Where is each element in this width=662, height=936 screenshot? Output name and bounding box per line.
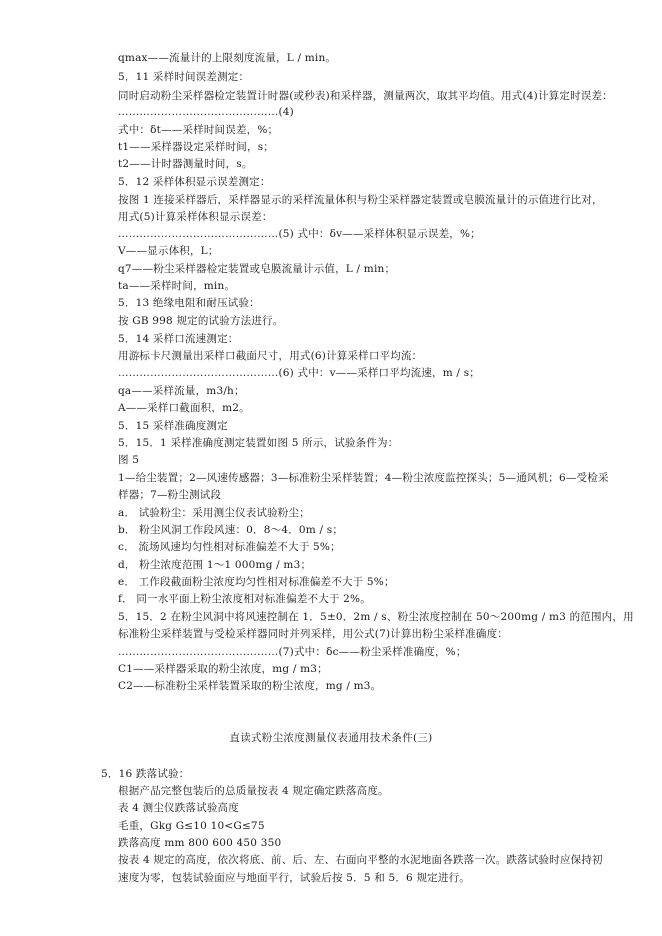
text-line: c． 流场风速均匀性相对标准偏差不大于 5%； <box>118 541 341 553</box>
text-line: 按 GB 998 规定的试验方法进行。 <box>118 315 284 327</box>
text-line: 1—给尘装置；2—风速传感器；3—标准粉尘采样装置；4—粉尘浓度监控探头；5—通风机；6—受检采 <box>118 472 609 484</box>
text-line: ………………………………………(7)式中：δc——粉尘采样准确度，%； <box>118 646 467 658</box>
text-line: q7——粉尘采样器检定装置或皂膜流量计示值，L / min； <box>118 263 396 275</box>
text-line: t2——计时器测量时间，s。 <box>118 158 253 170</box>
text-line: a． 试验粉尘：采用测尘仪表试验粉尘； <box>118 507 310 519</box>
text-line: 同时启动粉尘采样器检定装置计时器(或秒表)和采样器，测量两次，取其平均值。用式(4)计算定时误差： <box>118 90 613 102</box>
text-line: ………………………………………(6) 式中：v——采样口平均流速，m / s； <box>118 367 480 379</box>
text-line: 按表 4 规定的高度，依次将底、前、后、左、右面向平整的水泥地面各跌落一次。跌落试验时应保持初 <box>118 854 603 866</box>
text-line: 用式(5)计算采样体积显示误差： <box>118 211 273 223</box>
text-line: ………………………………………(5) 式中：δv——采样体积显示误差，%； <box>118 228 481 240</box>
text-line: C1——采样器采取的粉尘浓度，mg / m3； <box>118 663 328 675</box>
text-line: 标准粉尘采样装置与受检采样器同时并列采样，用公式(7)计算出粉尘采样准确度： <box>118 628 508 640</box>
text-line: 式中：δt——采样时间误差，%； <box>118 124 279 136</box>
text-line: 5．12 采样体积显示误差测定： <box>118 176 271 188</box>
text-line: 5．15．2 在粉尘风洞中将风速控制在 1．5±0．2m / s、粉尘浓度控制在 50～200mg / m3 的范围内，用 <box>118 611 634 623</box>
text-line: f． 同一水平面上粉尘浓度相对标准偏差不大于 2%。 <box>118 593 371 605</box>
text-line: V——显示体积，L； <box>118 245 219 257</box>
text-line: ………………………………………(4) <box>118 106 294 118</box>
text-line: C2——标准粉尘采样装置采取的粉尘浓度，mg / m3。 <box>118 680 382 692</box>
text-line: 根据产品完整包装后的总质量按表 4 规定确定跌落高度。 <box>118 785 389 797</box>
text-line: 5．14 采样口流速测定： <box>118 333 239 345</box>
text-line: 5．15 采样准确度测定 <box>118 420 228 432</box>
text-line: qmax——流量计的上限刻度流量，L / min。 <box>118 52 337 64</box>
text-line: ta——采样时间，min。 <box>118 280 236 292</box>
text-line: 速度为零，包装试验面应与地面平行，试验后按 5．5 和 5．6 规定进行。 <box>118 872 470 884</box>
text-line: 5．11 采样时间误差测定： <box>118 71 250 83</box>
text-line: 样器；7—粉尘测试段 <box>118 489 222 501</box>
text-line: b． 粉尘风洞工作段风速：0．8～4．0m / s； <box>118 524 344 536</box>
text-line: e． 工作段截面粉尘浓度均匀性相对标准偏差不大于 5%； <box>118 576 395 588</box>
text-line: 用游标卡尺测量出采样口截面尺寸，用式(6)计算采样口平均流： <box>118 350 423 362</box>
text-line: 表 4 测尘仪跌落试验高度 <box>118 802 239 814</box>
text-line: 毛重，Gkg G≤10 10<G≤75 <box>118 820 265 832</box>
text-line: 按图 1 连接采样器后，采样器显示的采样流量体积与粉尘采样器定装置或皂膜流量计的示值进行比对， <box>118 194 603 206</box>
text-line: t1——采样器设定采样时间，s； <box>118 141 274 153</box>
text-line: A——采样口截面积，m2。 <box>118 402 250 414</box>
text-line: 5．13 绝缘电阻和耐压试验： <box>118 297 260 309</box>
text-line: qa——采样流量，m3/h； <box>118 385 245 397</box>
text-line: 5．15．1 采样准确度测定装置如图 5 所示，试验条件为： <box>118 437 399 449</box>
text-line: 跌落高度 mm 800 600 450 350 <box>118 837 282 849</box>
text-line: d． 粉尘浓度范围 1～1 000mg / m3； <box>118 559 312 571</box>
text-line: 图 5 <box>118 454 140 466</box>
text-line: 5．16 跌落试验： <box>101 768 190 780</box>
section-title: 直读式粉尘浓度测量仪表通用技术条件(三) <box>229 732 433 744</box>
